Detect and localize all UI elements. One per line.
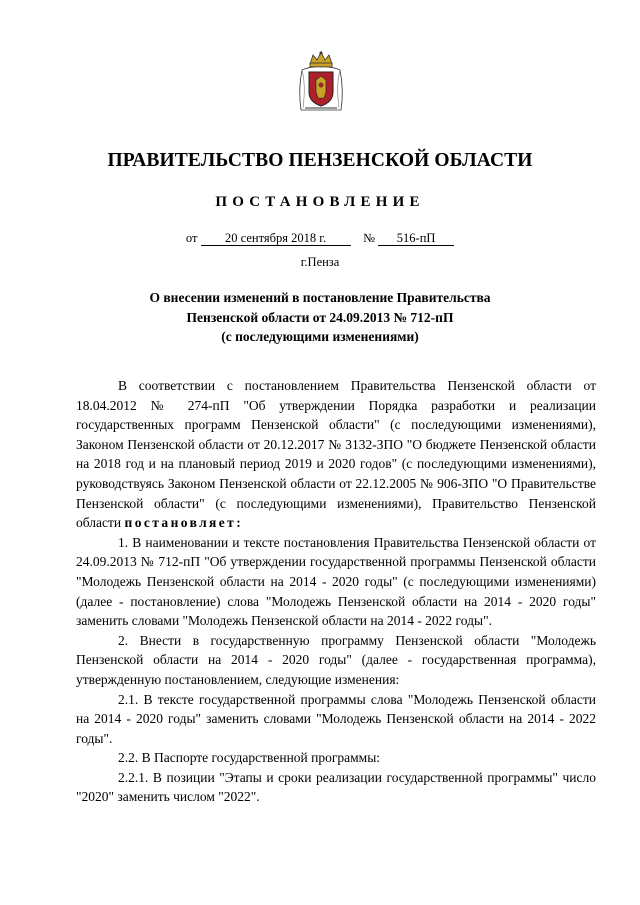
coat-of-arms-icon — [296, 50, 346, 114]
decree-word: постановляет: — [124, 515, 244, 531]
date-prefix: от — [185, 231, 198, 245]
document-type: ПОСТАНОВЛЕНИЕ — [215, 194, 425, 210]
document-body — [76, 376, 596, 807]
document-date: 20 сентября 2018 г. — [201, 231, 351, 246]
preamble-text: В соответствии с постановлением Правительства Пензенской области от 18.04.2012 № 274-пП "Об утверждении Порядка разработки и реализации государственных программ Пензенской области" (с последующими изменениями), Законом Пензенской области от 20.12.2017 № 3132-ЗПО "О бюджете Пензенской области на 2018 год и на плановый период 2019 и 2020 годов" (с последующими изменениями), руководствуясь Законом Пензенской области от 22.12.2005 № 906-ЗПО "О Правительстве Пензенской области" (с последующими изменениями), Правительство Пензенской области — [76, 378, 596, 531]
subject-line: Пензенской области от 24.09.2013 № 712-пП — [186, 309, 454, 325]
paragraph-2-2: 2.2. В Паспорте государственной программы: — [118, 750, 381, 766]
subject-line: О внесении изменений в постановление Правительства — [149, 290, 491, 305]
document-subject — [0, 288, 640, 347]
city: г.Пенза — [300, 255, 340, 269]
date-number-line — [0, 231, 640, 246]
paragraph-2-1: 2.1. В тексте государственной программы слова "Молодежь Пензенской области на 2014 - 2020 годы" заменить словами "Молодежь Пензенской области на 2014 - 2022 годы". — [76, 691, 596, 746]
subject-line: (с последующими изменениями) — [221, 329, 419, 344]
paragraph-2: 2. Внести в государственную программу Пензенской области "Молодежь Пензенской области на 2014 - 2020 годы" (далее - государственная программа), утвержденную постановлением, следующие изменения: — [76, 632, 596, 687]
document-number: 516-пП — [378, 231, 454, 246]
paragraph-2-2-1: 2.2.1. В позиции "Этапы и сроки реализации государственной программы" число "2020" заменить числом "2022". — [76, 769, 596, 805]
number-prefix: № — [363, 231, 375, 245]
preamble-paragraph — [76, 376, 596, 533]
paragraph-1: 1. В наименовании и тексте постановления Правительства Пензенской области от 24.09.2013 № 712-пП "Об утверждении государственной программы Пензенской области "Молодежь Пензенской области на 2014 - 2020 годы" (с последующими изменениями) (далее - постановление) слова "Молодежь Пензенской области на 2014 - 2020 годы" заменить словами "Молодежь Пензенской области на 2014 - 2022 годы". — [76, 534, 596, 629]
government-title: ПРАВИТЕЛЬСТВО ПЕНЗЕНСКОЙ ОБЛАСТИ — [107, 150, 533, 171]
